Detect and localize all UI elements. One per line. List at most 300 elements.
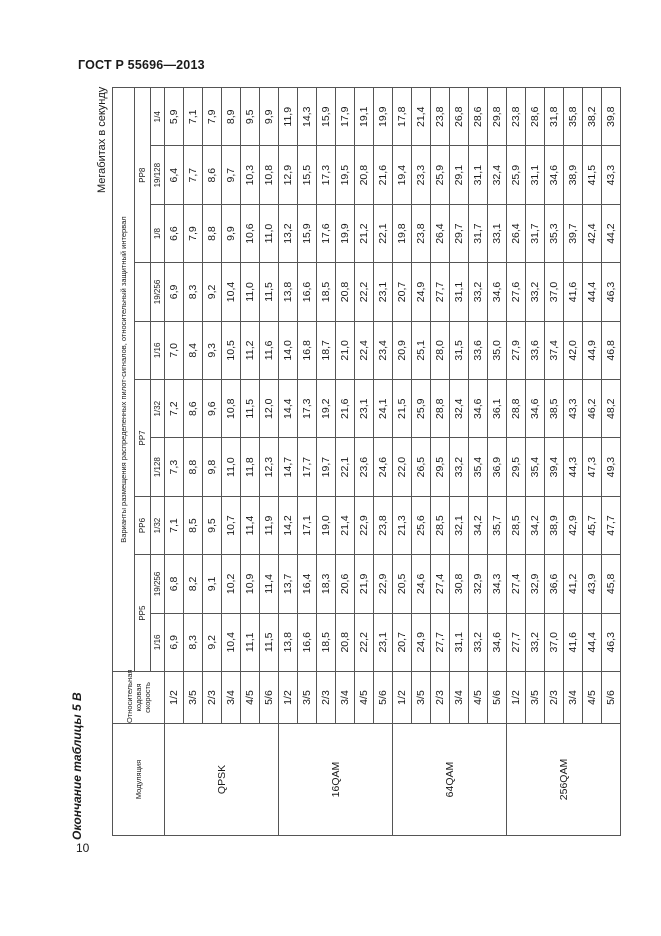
bitrate-cell: 9,2 bbox=[203, 613, 222, 671]
bitrate-cell: 17,8 bbox=[393, 88, 412, 146]
bitrate-cell: 26,4 bbox=[431, 204, 450, 262]
bitrate-cell: 27,4 bbox=[431, 555, 450, 613]
code-rate-cell: 2/3 bbox=[431, 672, 450, 724]
code-rate-cell: 1/2 bbox=[165, 672, 184, 724]
bitrate-cell: 47,7 bbox=[602, 496, 621, 554]
modulation-cell: QPSK bbox=[165, 724, 279, 836]
table-row bbox=[602, 88, 621, 836]
bitrate-cell: 6,9 bbox=[165, 263, 184, 321]
code-rate-cell: 4/5 bbox=[583, 672, 602, 724]
bitrate-cell: 7,9 bbox=[184, 204, 203, 262]
bitrate-cell: 28,6 bbox=[526, 88, 545, 146]
bitrate-cell: 46,3 bbox=[602, 613, 621, 671]
code-rate-cell: 4/5 bbox=[355, 672, 374, 724]
bitrate-cell: 36,9 bbox=[488, 438, 507, 496]
bitrate-cell: 7,7 bbox=[184, 146, 203, 204]
bitrate-cell: 9,7 bbox=[222, 146, 241, 204]
bitrate-cell: 46,8 bbox=[602, 321, 621, 379]
code-rate-cell: 2/3 bbox=[203, 672, 222, 724]
bitrate-cell: 7,0 bbox=[165, 321, 184, 379]
bitrate-cell: 19,2 bbox=[317, 380, 336, 438]
bitrate-cell: 34,6 bbox=[469, 380, 488, 438]
bitrate-cell: 44,2 bbox=[602, 204, 621, 262]
bitrate-cell: 22,0 bbox=[393, 438, 412, 496]
bitrate-cell: 20,8 bbox=[355, 146, 374, 204]
bitrate-cell: 33,1 bbox=[488, 204, 507, 262]
code-rate-cell: 3/5 bbox=[184, 672, 203, 724]
table-row bbox=[165, 88, 184, 836]
header-code-rate: Относительная кодовая скорость bbox=[113, 672, 165, 724]
bitrate-cell: 23,1 bbox=[355, 380, 374, 438]
table-row bbox=[583, 88, 602, 836]
bitrate-cell: 16,4 bbox=[298, 555, 317, 613]
bitrate-cell: 41,5 bbox=[583, 146, 602, 204]
bitrate-cell: 26,8 bbox=[450, 88, 469, 146]
bitrate-cell: 23,1 bbox=[374, 263, 393, 321]
bitrate-cell: 29,8 bbox=[488, 88, 507, 146]
bitrate-cell: 7,9 bbox=[203, 88, 222, 146]
bitrate-cell: 11,4 bbox=[260, 555, 279, 613]
bitrate-cell: 38,9 bbox=[545, 496, 564, 554]
table-row bbox=[279, 88, 298, 836]
bitrate-cell: 14,0 bbox=[279, 321, 298, 379]
bitrate-cell: 8,9 bbox=[222, 88, 241, 146]
bitrate-cell: 8,8 bbox=[203, 204, 222, 262]
code-rate-cell: 3/4 bbox=[450, 672, 469, 724]
bitrate-cell: 11,1 bbox=[241, 613, 260, 671]
bitrate-cell: 45,7 bbox=[583, 496, 602, 554]
bitrate-cell: 28,8 bbox=[431, 380, 450, 438]
bitrate-cell: 20,7 bbox=[393, 263, 412, 321]
bitrate-cell: 37,4 bbox=[545, 321, 564, 379]
code-rate-cell: 3/4 bbox=[222, 672, 241, 724]
bitrate-cell: 36,6 bbox=[545, 555, 564, 613]
bitrate-cell: 7,3 bbox=[165, 438, 184, 496]
bitrate-cell: 10,3 bbox=[241, 146, 260, 204]
bitrate-cell: 33,2 bbox=[469, 613, 488, 671]
units-note: Мегабитах в секунду bbox=[96, 86, 108, 193]
bitrate-cell: 21,4 bbox=[412, 88, 431, 146]
bitrate-cell: 9,9 bbox=[260, 88, 279, 146]
bitrate-cell: 16,6 bbox=[298, 613, 317, 671]
bitrate-cell: 31,5 bbox=[450, 321, 469, 379]
table-row bbox=[393, 88, 412, 836]
bitrate-cell: 33,2 bbox=[469, 263, 488, 321]
code-rate-cell: 3/5 bbox=[526, 672, 545, 724]
table-row bbox=[450, 88, 469, 836]
bitrate-cell: 22,2 bbox=[355, 613, 374, 671]
bitrate-cell: 33,2 bbox=[526, 263, 545, 321]
bitrate-cell: 14,7 bbox=[279, 438, 298, 496]
bitrate-cell: 41,2 bbox=[564, 555, 583, 613]
bitrate-cell: 11,5 bbox=[260, 613, 279, 671]
bitrate-cell: 10,4 bbox=[222, 263, 241, 321]
bitrate-cell: 8,3 bbox=[184, 263, 203, 321]
bitrate-cell: 18,5 bbox=[317, 613, 336, 671]
bitrate-cell: 11,0 bbox=[222, 438, 241, 496]
bitrate-cell: 46,3 bbox=[602, 263, 621, 321]
table-row bbox=[222, 88, 241, 836]
header-guard-interval: 19/256 bbox=[151, 555, 165, 613]
bitrate-cell: 17,3 bbox=[298, 380, 317, 438]
bitrate-cell: 22,2 bbox=[355, 263, 374, 321]
bitrate-cell: 34,2 bbox=[526, 496, 545, 554]
bitrate-cell: 19,9 bbox=[336, 204, 355, 262]
bitrate-cell: 22,4 bbox=[355, 321, 374, 379]
table-row bbox=[317, 88, 336, 836]
bitrate-cell: 25,9 bbox=[431, 146, 450, 204]
code-rate-cell: 1/2 bbox=[507, 672, 526, 724]
bitrate-cell: 18,7 bbox=[317, 321, 336, 379]
bitrate-cell: 47,3 bbox=[583, 438, 602, 496]
bitrate-cell: 49,3 bbox=[602, 438, 621, 496]
bitrate-cell: 15,9 bbox=[298, 204, 317, 262]
bitrate-cell: 29,5 bbox=[431, 438, 450, 496]
bitrate-cell: 8,8 bbox=[184, 438, 203, 496]
bitrate-cell: 9,5 bbox=[203, 496, 222, 554]
bitrate-cell: 25,9 bbox=[412, 380, 431, 438]
bitrate-cell: 44,3 bbox=[564, 438, 583, 496]
bitrate-cell: 27,7 bbox=[507, 613, 526, 671]
bitrate-cell: 21,6 bbox=[336, 380, 355, 438]
bitrate-cell: 21,4 bbox=[336, 496, 355, 554]
bitrate-cell: 11,4 bbox=[241, 496, 260, 554]
bitrate-cell: 10,5 bbox=[222, 321, 241, 379]
bitrate-cell: 15,9 bbox=[317, 88, 336, 146]
bitrate-cell: 13,8 bbox=[279, 613, 298, 671]
bitrate-cell: 37,0 bbox=[545, 613, 564, 671]
bitrate-cell: 44,9 bbox=[583, 321, 602, 379]
bitrate-cell: 15,5 bbox=[298, 146, 317, 204]
bitrate-cell: 17,1 bbox=[298, 496, 317, 554]
bitrate-cell: 19,1 bbox=[355, 88, 374, 146]
bitrate-cell: 23,3 bbox=[412, 146, 431, 204]
table-row bbox=[336, 88, 355, 836]
bitrate-cell: 20,6 bbox=[336, 555, 355, 613]
header-pilot-variants: Варианты размещения распределенных пилот-сигналов, относительный защитный интервал bbox=[113, 88, 135, 672]
bitrate-cell: 23,8 bbox=[507, 88, 526, 146]
bitrate-cell: 20,8 bbox=[336, 263, 355, 321]
bitrate-cell: 21,5 bbox=[393, 380, 412, 438]
table-row bbox=[374, 88, 393, 836]
bitrate-cell: 24,1 bbox=[374, 380, 393, 438]
bitrate-cell: 12,9 bbox=[279, 146, 298, 204]
bitrate-cell: 17,9 bbox=[336, 88, 355, 146]
code-rate-cell: 4/5 bbox=[241, 672, 260, 724]
table-row bbox=[526, 88, 545, 836]
bitrate-cell: 31,8 bbox=[545, 88, 564, 146]
header-guard-interval: 1/4 bbox=[151, 88, 165, 146]
bitrate-cell: 27,7 bbox=[431, 613, 450, 671]
bitrate-cell: 14,4 bbox=[279, 380, 298, 438]
bitrate-cell: 42,4 bbox=[583, 204, 602, 262]
bitrate-cell: 19,8 bbox=[393, 204, 412, 262]
bitrate-cell: 31,1 bbox=[469, 146, 488, 204]
code-rate-cell: 3/5 bbox=[412, 672, 431, 724]
bitrate-cell: 23,4 bbox=[374, 321, 393, 379]
bitrate-cell: 18,5 bbox=[317, 263, 336, 321]
bitrate-cell: 34,6 bbox=[488, 613, 507, 671]
bitrate-cell: 27,9 bbox=[507, 321, 526, 379]
bitrate-cell: 23,6 bbox=[355, 438, 374, 496]
code-rate-cell: 1/2 bbox=[279, 672, 298, 724]
header-pp-group: PP6 bbox=[135, 496, 151, 554]
bitrate-cell: 42,9 bbox=[564, 496, 583, 554]
bitrate-cell: 11,0 bbox=[260, 204, 279, 262]
bitrate-cell: 32,4 bbox=[450, 380, 469, 438]
header-guard-interval: 19/128 bbox=[151, 146, 165, 204]
header-guard-interval: 1/8 bbox=[151, 204, 165, 262]
bitrate-cell: 31,1 bbox=[450, 263, 469, 321]
bitrate-cell: 23,1 bbox=[374, 613, 393, 671]
bitrate-cell: 21,9 bbox=[355, 555, 374, 613]
bitrate-cell: 41,6 bbox=[564, 263, 583, 321]
bitrate-cell: 24,9 bbox=[412, 263, 431, 321]
bitrate-cell: 26,4 bbox=[507, 204, 526, 262]
bitrate-cell: 37,0 bbox=[545, 263, 564, 321]
bitrate-cell: 22,1 bbox=[336, 438, 355, 496]
table-row bbox=[564, 88, 583, 836]
header-pp-group bbox=[135, 321, 151, 379]
bitrate-cell: 32,9 bbox=[469, 555, 488, 613]
header-guard-interval: 1/16 bbox=[151, 321, 165, 379]
bitrate-cell: 13,8 bbox=[279, 263, 298, 321]
bitrate-cell: 44,4 bbox=[583, 613, 602, 671]
bitrate-cell: 24,6 bbox=[412, 555, 431, 613]
bitrate-cell: 7,1 bbox=[165, 496, 184, 554]
bitrate-cell: 33,2 bbox=[526, 613, 545, 671]
bitrate-cell: 22,9 bbox=[374, 555, 393, 613]
bitrate-cell: 32,9 bbox=[526, 555, 545, 613]
code-rate-cell: 1/2 bbox=[393, 672, 412, 724]
bitrate-cell: 41,6 bbox=[564, 613, 583, 671]
bitrate-cell: 11,0 bbox=[241, 263, 260, 321]
bitrate-cell: 11,9 bbox=[260, 496, 279, 554]
code-rate-cell: 4/5 bbox=[469, 672, 488, 724]
bitrate-cell: 33,2 bbox=[450, 438, 469, 496]
bitrate-cell: 34,6 bbox=[488, 263, 507, 321]
bitrate-cell: 10,8 bbox=[222, 380, 241, 438]
bitrate-cell: 10,6 bbox=[241, 204, 260, 262]
bitrate-cell: 35,8 bbox=[564, 88, 583, 146]
bitrate-cell: 11,2 bbox=[241, 321, 260, 379]
bitrate-cell: 11,9 bbox=[279, 88, 298, 146]
bitrate-cell: 35,4 bbox=[469, 438, 488, 496]
header-modulation: Модуляция bbox=[113, 724, 165, 836]
bitrate-cell: 20,9 bbox=[393, 321, 412, 379]
header-pp-group bbox=[135, 263, 151, 321]
bitrate-cell: 11,5 bbox=[241, 380, 260, 438]
bitrate-cell: 38,5 bbox=[545, 380, 564, 438]
table-row bbox=[469, 88, 488, 836]
bitrate-cell: 16,8 bbox=[298, 321, 317, 379]
bitrate-cell: 35,3 bbox=[545, 204, 564, 262]
bitrate-cell: 31,7 bbox=[469, 204, 488, 262]
bitrate-cell: 29,5 bbox=[507, 438, 526, 496]
bitrate-cell: 38,2 bbox=[583, 88, 602, 146]
bitrate-cell: 10,2 bbox=[222, 555, 241, 613]
code-rate-cell: 3/5 bbox=[298, 672, 317, 724]
bitrate-cell: 10,4 bbox=[222, 613, 241, 671]
header-guard-interval: 1/128 bbox=[151, 438, 165, 496]
bitrate-cell: 19,7 bbox=[317, 438, 336, 496]
code-rate-cell: 5/6 bbox=[602, 672, 621, 724]
bitrate-cell: 28,6 bbox=[469, 88, 488, 146]
code-rate-cell: 3/4 bbox=[564, 672, 583, 724]
bitrate-cell: 12,3 bbox=[260, 438, 279, 496]
table-caption: Окончание таблицы 5 В bbox=[70, 692, 84, 840]
bitrate-cell: 44,4 bbox=[583, 263, 602, 321]
bitrate-cell: 9,8 bbox=[203, 438, 222, 496]
bitrate-cell: 5,9 bbox=[165, 88, 184, 146]
page-number: 10 bbox=[76, 841, 90, 855]
bitrate-cell: 6,4 bbox=[165, 146, 184, 204]
table-row bbox=[355, 88, 374, 836]
bitrate-cell: 10,8 bbox=[260, 146, 279, 204]
bitrate-cell: 25,6 bbox=[412, 496, 431, 554]
bitrate-cell: 31,1 bbox=[526, 146, 545, 204]
bitrate-cell: 27,6 bbox=[507, 263, 526, 321]
bitrate-cell: 43,9 bbox=[583, 555, 602, 613]
bitrate-cell: 21,3 bbox=[393, 496, 412, 554]
bitrate-cell: 14,2 bbox=[279, 496, 298, 554]
table-row bbox=[431, 88, 450, 836]
table-row bbox=[507, 88, 526, 836]
code-rate-cell: 5/6 bbox=[488, 672, 507, 724]
bitrate-cell: 9,5 bbox=[241, 88, 260, 146]
bitrate-cell: 19,4 bbox=[393, 146, 412, 204]
bitrate-cell: 46,2 bbox=[583, 380, 602, 438]
table-row bbox=[488, 88, 507, 836]
bitrate-cell: 21,0 bbox=[336, 321, 355, 379]
bitrate-cell: 19,0 bbox=[317, 496, 336, 554]
table-row bbox=[260, 88, 279, 836]
bitrate-cell: 35,0 bbox=[488, 321, 507, 379]
bitrate-cell: 29,1 bbox=[450, 146, 469, 204]
bitrate-cell: 28,0 bbox=[431, 321, 450, 379]
bitrate-cell: 6,9 bbox=[165, 613, 184, 671]
bitrate-cell: 7,1 bbox=[184, 88, 203, 146]
bitrate-cell: 17,3 bbox=[317, 146, 336, 204]
bitrate-cell: 24,9 bbox=[412, 613, 431, 671]
bitrate-cell: 29,7 bbox=[450, 204, 469, 262]
bitrate-cell: 28,5 bbox=[507, 496, 526, 554]
code-rate-cell: 2/3 bbox=[545, 672, 564, 724]
bitrate-cell: 9,6 bbox=[203, 380, 222, 438]
bitrate-cell: 26,5 bbox=[412, 438, 431, 496]
modulation-cell: 256QAM bbox=[507, 724, 621, 836]
bitrate-cell: 21,2 bbox=[355, 204, 374, 262]
bitrate-cell: 17,6 bbox=[317, 204, 336, 262]
header-pp-group: PP5 bbox=[135, 555, 151, 672]
bitrate-cell: 11,5 bbox=[260, 263, 279, 321]
bitrate-cell: 20,5 bbox=[393, 555, 412, 613]
bitrate-cell: 9,2 bbox=[203, 263, 222, 321]
code-rate-cell: 5/6 bbox=[374, 672, 393, 724]
bitrate-cell: 27,7 bbox=[431, 263, 450, 321]
bitrate-cell: 20,8 bbox=[336, 613, 355, 671]
bitrate-cell: 38,9 bbox=[564, 146, 583, 204]
bitrate-cell: 31,1 bbox=[450, 613, 469, 671]
modulation-cell: 64QAM bbox=[393, 724, 507, 836]
bitrate-cell: 39,4 bbox=[545, 438, 564, 496]
bitrate-cell: 25,9 bbox=[507, 146, 526, 204]
bitrate-cell: 34,6 bbox=[526, 380, 545, 438]
bitrate-cell: 43,3 bbox=[602, 146, 621, 204]
bitrate-cell: 34,3 bbox=[488, 555, 507, 613]
table-row bbox=[184, 88, 203, 836]
code-rate-cell: 2/3 bbox=[317, 672, 336, 724]
bitrate-cell: 35,4 bbox=[526, 438, 545, 496]
bitrate-cell: 42,0 bbox=[564, 321, 583, 379]
bitrate-cell: 32,1 bbox=[450, 496, 469, 554]
bitrate-cell: 9,9 bbox=[222, 204, 241, 262]
header-guard-interval: 1/32 bbox=[151, 380, 165, 438]
bitrate-cell: 22,1 bbox=[374, 204, 393, 262]
bitrate-cell: 45,8 bbox=[602, 555, 621, 613]
bitrate-cell: 27,4 bbox=[507, 555, 526, 613]
bitrate-cell: 9,1 bbox=[203, 555, 222, 613]
bitrate-cell: 21,6 bbox=[374, 146, 393, 204]
bitrate-cell: 24,6 bbox=[374, 438, 393, 496]
table-row bbox=[241, 88, 260, 836]
bitrate-cell: 14,3 bbox=[298, 88, 317, 146]
bitrate-cell: 8,4 bbox=[184, 321, 203, 379]
modulation-cell: 16QAM bbox=[279, 724, 393, 836]
bitrate-cell: 11,8 bbox=[241, 438, 260, 496]
bitrate-cell: 32,4 bbox=[488, 146, 507, 204]
bitrate-cell: 33,6 bbox=[469, 321, 488, 379]
bitrate-cell: 23,8 bbox=[431, 88, 450, 146]
bitrate-cell: 11,6 bbox=[260, 321, 279, 379]
bitrate-cell: 35,7 bbox=[488, 496, 507, 554]
bitrate-cell: 8,5 bbox=[184, 496, 203, 554]
bitrate-cell: 12,0 bbox=[260, 380, 279, 438]
bitrate-cell: 9,3 bbox=[203, 321, 222, 379]
header-guard-interval: 19/256 bbox=[151, 263, 165, 321]
bitrate-cell: 8,3 bbox=[184, 613, 203, 671]
bitrate-cell: 7,2 bbox=[165, 380, 184, 438]
code-rate-cell: 5/6 bbox=[260, 672, 279, 724]
bitrate-cell: 34,2 bbox=[469, 496, 488, 554]
bitrate-cell: 33,6 bbox=[526, 321, 545, 379]
header-guard-interval: 1/16 bbox=[151, 613, 165, 671]
table-row bbox=[545, 88, 564, 836]
bitrate-cell: 39,7 bbox=[564, 204, 583, 262]
bitrate-cell: 6,6 bbox=[165, 204, 184, 262]
data-table bbox=[112, 87, 621, 836]
bitrate-cell: 6,8 bbox=[165, 555, 184, 613]
header-guard-interval: 1/32 bbox=[151, 496, 165, 554]
bitrate-cell: 39,8 bbox=[602, 88, 621, 146]
bitrate-cell: 23,8 bbox=[412, 204, 431, 262]
header-pp-group: PP8 bbox=[135, 88, 151, 263]
bitrate-cell: 10,9 bbox=[241, 555, 260, 613]
bitrate-cell: 13,2 bbox=[279, 204, 298, 262]
bitrate-cell: 31,7 bbox=[526, 204, 545, 262]
document-code: ГОСТ Р 55696—2013 bbox=[78, 58, 205, 72]
bitrate-cell: 28,8 bbox=[507, 380, 526, 438]
code-rate-cell: 3/4 bbox=[336, 672, 355, 724]
bitrate-cell: 10,7 bbox=[222, 496, 241, 554]
bitrate-cell: 17,7 bbox=[298, 438, 317, 496]
bitrate-cell: 48,2 bbox=[602, 380, 621, 438]
bitrate-cell: 30,8 bbox=[450, 555, 469, 613]
bitrate-cell: 19,5 bbox=[336, 146, 355, 204]
bitrate-cell: 36,1 bbox=[488, 380, 507, 438]
bitrate-cell: 43,3 bbox=[564, 380, 583, 438]
bitrate-cell: 18,3 bbox=[317, 555, 336, 613]
